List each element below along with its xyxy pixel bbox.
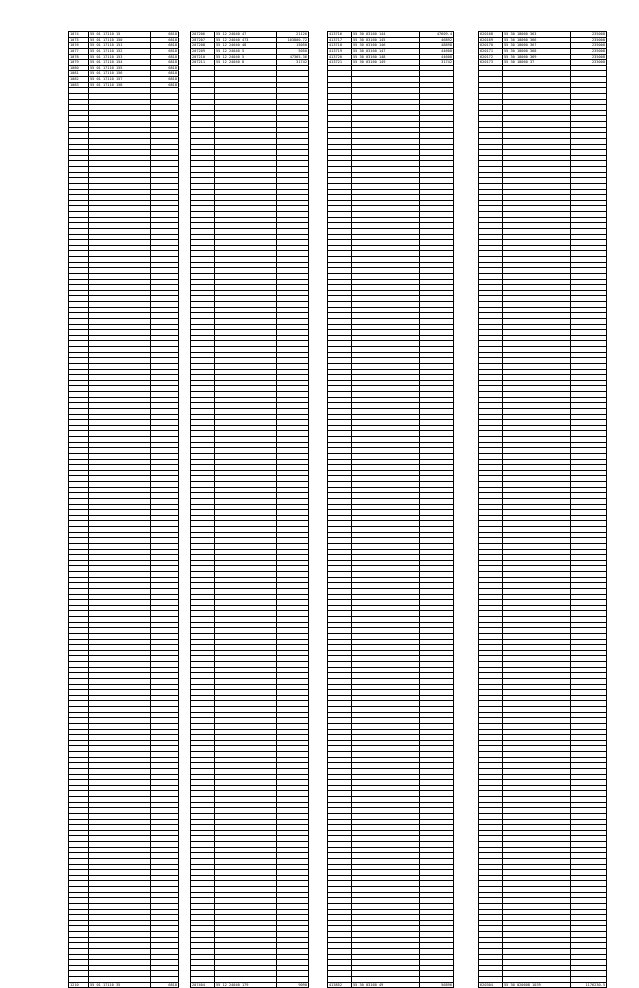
table-cell-code: 55 30 020608 1039 <box>503 982 571 988</box>
table-cell-code: 55 30 03160 149 <box>352 60 420 66</box>
table-cell-code: 55 30 03160 146 <box>352 43 420 49</box>
table-cell-id: 207211 <box>191 60 215 66</box>
table-cell-num: 9090 <box>277 982 309 988</box>
table-cell-code: 55 01 17110 153 <box>89 54 151 60</box>
table-cell-id: 207210 <box>191 54 215 60</box>
table-cell-num: 15050 <box>277 43 309 49</box>
data-table-block-1 <box>68 31 179 988</box>
table-cell-num: 48898 <box>420 43 454 49</box>
table-cell-num: 103800.72 <box>277 37 309 43</box>
table-cell-num: 31742 <box>277 60 309 66</box>
table-cell-id: 620172 <box>479 54 503 60</box>
table-row <box>69 982 179 988</box>
table-cell-id: 207404 <box>191 982 215 988</box>
table-cell-code: 55 01 17110 35 <box>89 982 151 988</box>
table-cell-num: 46892 <box>420 37 454 43</box>
table-cell-code: 55 01 17110 150 <box>89 37 151 43</box>
table-cell-num: 6818 <box>151 71 179 77</box>
table-cell-id: 1082 <box>69 77 89 83</box>
table-cell-code: 55 01 17110 157 <box>89 77 151 83</box>
table-cell-id: 207208 <box>191 43 215 49</box>
table-cell-id: 620171 <box>479 48 503 54</box>
table-cell-id: 620304 <box>479 982 503 988</box>
table-cell-num: 21126 <box>277 32 309 38</box>
table-cell-num: 56896 <box>420 982 454 988</box>
table-cell-id: 1075 <box>69 37 89 43</box>
table-cell-num: 6818 <box>151 54 179 60</box>
table-row <box>328 982 454 988</box>
table-cell-code: 55 01 17110 152 <box>89 48 151 54</box>
table-cell-id: 413852 <box>328 982 352 988</box>
table-cell-code: 55 01 17110 158 <box>89 82 151 88</box>
table-cell-id: 207207 <box>191 37 215 43</box>
table-cell-code: 55 01 17110 154 <box>89 60 151 66</box>
table-cell-code: 55 12 24040 5 <box>215 48 277 54</box>
table-cell-id: 1079 <box>69 60 89 66</box>
table-cell-code: 55 30 03160 145 <box>352 37 420 43</box>
table-cell-id: 413720 <box>328 54 352 60</box>
table-cell-code: 55 01 17110 156 <box>89 71 151 77</box>
table-cell-id: 1081 <box>69 71 89 77</box>
table-cell-id: 620168 <box>479 32 503 38</box>
table-cell-num: 1176230.5 <box>571 982 607 988</box>
table-cell-num: 6818 <box>151 82 179 88</box>
table-cell-num: 235008 <box>571 54 607 60</box>
table-cell-id: 1074 <box>69 32 89 38</box>
table-cell-id: 1080 <box>69 65 89 71</box>
table-cell-id: 413721 <box>328 60 352 66</box>
data-table-block-2 <box>190 31 309 988</box>
table-cell-num: 47365.36 <box>277 54 309 60</box>
table-cell-code: 55 30 03160 49 <box>352 982 420 988</box>
table-cell-id: 620170 <box>479 43 503 49</box>
table-cell-num: 44608 <box>420 54 454 60</box>
table-cell-num: 233008 <box>571 60 607 66</box>
table-cell-code: 55 12 24040 179 <box>215 982 277 988</box>
table-cell-code: 55 01 17110 155 <box>89 65 151 71</box>
table-cell-id: 1210 <box>69 982 89 988</box>
table-cell-id: 620173 <box>479 60 503 66</box>
table-row <box>479 982 607 988</box>
table-cell-num: 6818 <box>151 982 179 988</box>
table-cell-num: 6818 <box>151 77 179 83</box>
table-cell-id: 1077 <box>69 48 89 54</box>
table-cell-code: 55 12 24040 473 <box>215 37 277 43</box>
table-cell-id: 1078 <box>69 54 89 60</box>
table-cell-code: 55 30 03160 144 <box>352 32 420 38</box>
table-cell-id: 207209 <box>191 48 215 54</box>
table-cell-num: 6818 <box>151 65 179 71</box>
table-cell-id: 413716 <box>328 32 352 38</box>
data-table-block-3 <box>327 31 454 988</box>
table-cell-code: 55 30 18060 363 <box>503 32 571 38</box>
table-cell-id: 413719 <box>328 48 352 54</box>
table-cell-num: 6818 <box>151 43 179 49</box>
table-row <box>191 982 309 988</box>
table-cell-code: 55 12 24040 5 <box>215 54 277 60</box>
table-cell-code: 55 30 18060 368 <box>503 48 571 54</box>
table-cell-code: 55 01 17110 151 <box>89 43 151 49</box>
table-cell-num: 5050 <box>277 48 309 54</box>
table-cell-num: 6818 <box>151 60 179 66</box>
table-cell-code: 55 30 18060 366 <box>503 37 571 43</box>
table-cell-num: 6818 <box>151 37 179 43</box>
table-cell-code: 55 30 18060 367 <box>503 43 571 49</box>
table-cell-num: 6818 <box>151 48 179 54</box>
table-cell-code: 55 30 03160 147 <box>352 48 420 54</box>
table-cell-num: 235008 <box>571 48 607 54</box>
table-cell-num: 31742 <box>420 60 454 66</box>
table-cell-id: 1076 <box>69 43 89 49</box>
table-cell-num: 44608 <box>420 48 454 54</box>
table-cell-code: 55 12 24040 48 <box>215 43 277 49</box>
table-cell-num: 235008 <box>571 37 607 43</box>
table-cell-id: 620169 <box>479 37 503 43</box>
table-cell-id: 413717 <box>328 37 352 43</box>
table-cell-id: 413718 <box>328 43 352 49</box>
table-cell-num: 235008 <box>571 43 607 49</box>
table-cell-code: 55 01 17110 15 <box>89 32 151 38</box>
table-cell-num: 235008 <box>571 32 607 38</box>
table-cell-code: 55 30 03160 148 <box>352 54 420 60</box>
table-cell-code: 55 30 18060 37 <box>503 60 571 66</box>
table-cell-id: 207206 <box>191 32 215 38</box>
table-cell-code: 55 12 24040 47 <box>215 32 277 38</box>
data-table-block-4 <box>478 31 607 988</box>
table-cell-code: 55 30 18060 369 <box>503 54 571 60</box>
table-cell-id: 1083 <box>69 82 89 88</box>
table-cell-num: 6818 <box>151 32 179 38</box>
table-cell-num: 47609.4 <box>420 32 454 38</box>
table-cell-code: 55 12 24040 8 <box>215 60 277 66</box>
